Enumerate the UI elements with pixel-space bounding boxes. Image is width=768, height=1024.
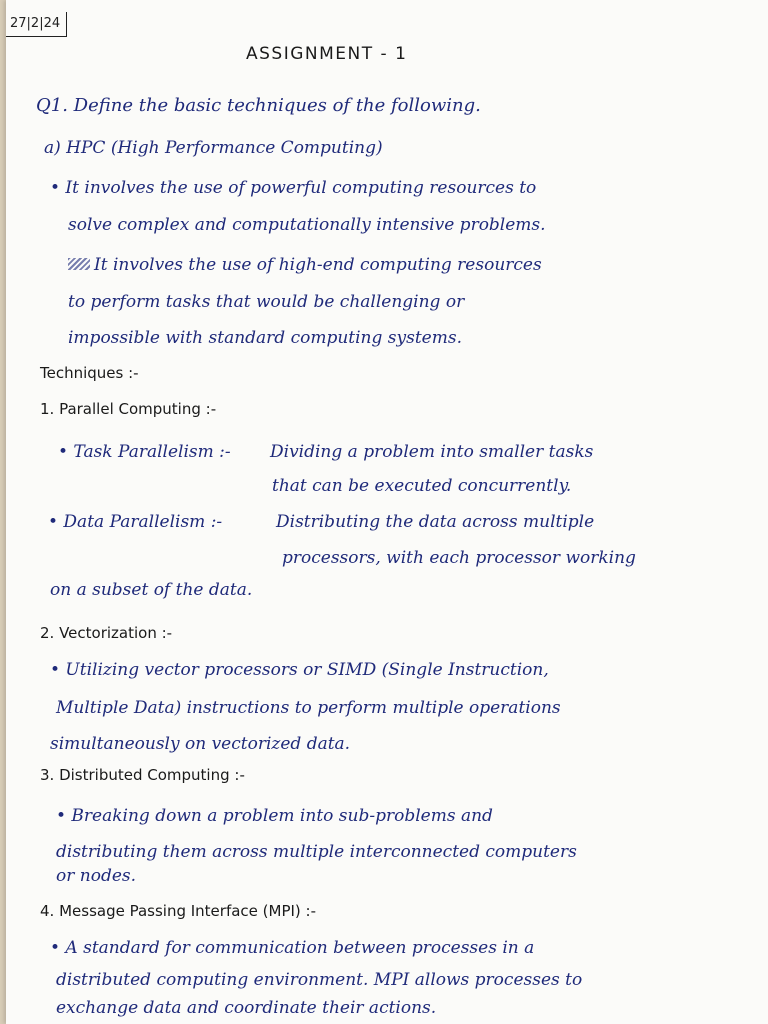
t2-text-2: Multiple Data) instructions to perform multiple operations: [56, 698, 561, 718]
intro-line-4: to perform tasks that would be challenging or: [68, 292, 465, 312]
t3-text-2: distributing them across multiple interconnected computers: [56, 842, 577, 862]
t3-heading: 3. Distributed Computing :-: [40, 766, 245, 784]
date: 27|2|24: [6, 12, 67, 37]
intro-line-1: • It involves the use of powerful computing resources to: [50, 178, 537, 198]
t3-text-3: or nodes.: [56, 866, 137, 886]
t4-text-3: exchange data and coordinate their actions.: [56, 998, 437, 1018]
t4-text-1: • A standard for communication between processes in a: [50, 938, 535, 958]
t1-heading: 1. Parallel Computing :-: [40, 400, 217, 418]
section-a-heading: a) HPC (High Performance Computing): [44, 138, 383, 158]
t2-heading: 2. Vectorization :-: [40, 624, 173, 642]
page-title: ASSIGNMENT - 1: [246, 44, 408, 64]
t3-text-1: • Breaking down a problem into sub-problems and: [56, 806, 493, 826]
t2-text-1: • Utilizing vector processors or SIMD (Single Instruction,: [50, 660, 549, 680]
task-parallelism-text-1: Dividing a problem into smaller tasks: [270, 442, 594, 462]
notebook-page: [6, 0, 768, 1024]
intro-line-5: impossible with standard computing systems.: [68, 328, 462, 348]
data-parallelism-text-2: processors, with each processor working: [282, 548, 636, 568]
data-parallelism-label: • Data Parallelism :-: [48, 512, 223, 532]
t4-text-2: distributed computing environment. MPI allows processes to: [56, 970, 583, 990]
data-parallelism-text-3: on a subset of the data.: [50, 580, 253, 600]
task-parallelism-label: • Task Parallelism :-: [58, 442, 231, 462]
intro-line-3: It involves the use of high-end computing resources: [94, 255, 542, 275]
task-parallelism-text-2: that can be executed concurrently.: [272, 476, 572, 496]
data-parallelism-text-1: Distributing the data across multiple: [276, 512, 595, 532]
intro-line-3-row: [68, 255, 542, 275]
question-line: Q1. Define the basic techniques of the following.: [36, 95, 481, 116]
t4-heading: 4. Message Passing Interface (MPI) :-: [40, 902, 317, 920]
t2-text-3: simultaneously on vectorized data.: [50, 734, 351, 754]
intro-line-2: solve complex and computationally intensive problems.: [68, 215, 546, 235]
techniques-heading: Techniques :-: [40, 364, 139, 382]
